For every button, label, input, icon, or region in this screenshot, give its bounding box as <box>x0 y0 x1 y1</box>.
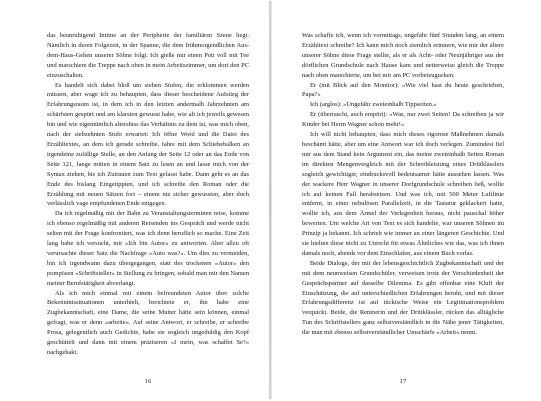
book-spread <box>1 1 540 399</box>
paragraph: Er (überrascht, auch empört): »Was, nur zwei Seiten! Da schreiben ja wir Kinder bei Herrn Wagner schon mehr!« <box>302 111 504 129</box>
paragraph: Da ich regelmäßig mit der Bahn zu Veranstaltungsterminen reise, komme ich ebenso regelmäßig mit anderen Reisenden ins Gespräch und werde nicht selten mit der Frage konfrontiert, was ich denn beruflich so mache. Eine Zeit lang habe ich versucht, mit »Ich bin Autor« zu antworten. Aber allzu oft verursachte dieser Satz die Nachfrage »Auto was?«. Um dies zu vermeiden, bin ich irgendwann dazu übergegangen, statt des trockenen »Autor« den pompösen »Schriftsteller« in Stellung zu bringen, sobald man mir den Namen meiner Berufstätigkeit abverlangt. <box>47 210 249 287</box>
paragraph: Ich (arglos): »Ungefähr zweieinhalb Tippseiten.« <box>310 101 437 109</box>
paragraph: das beunruhigend Intime an der Peripherie der familiären Szene liegt. Nämlich in deren Folgezeit, in der Spanne, die dem frühmorgendlichen Aus-dem-Haus-Gehen unserer Söhne folgt. Ich gieße mir einen Pott voll mit Tee und marschiere die Treppe nach oben in mein Arbeitszimmer, um dort den PC einzuschalten. <box>47 32 249 79</box>
paragraph: Es handelt sich dabei bloß um sieben Stufen, die erklommen werden müssen, aber wage ich zu behaupten, dass dieser bescheidene Aufstieg der Erfahrungsraum ist, in dem ich in den letzten andertnalb Jahrzehnten am schärfsten gespürt und am klarsten gewusst habe, wie alt ich jeweils gewesen bin und wie eigentümlich altersbiss das Verhältnis zu dem ist, was mich oben, nach der siebzehnten Stufe erwartet: Ich öffne Word und die Datei des Erzähltextes, an dem ich gerade schreibe, fahre mit dem Schiebebalken an irgendeine zufällige Stelle, an den Anfang der Seite 12 oder an das Ende von Seite 121, fange mitten in einem Satz zu lesen an und lasse mich von der Syntax ziehen, bis ich Zutrauen zum Text gefasst habe. Dann geht es an das Ende des bislang Eingetippten, und ich schreibe den Roman oder die Erzählung mit neuen Sätzen fort – einem nie sicher gewussten, aber doch verlässlich vage empfundenen Ende entgegen. <box>47 81 249 208</box>
paragraph: Beide Dialoge, der mit der lebensgeschichtlich Zugbekanntschaft und der mit dem neunweisen Grundschüler, verweisen trotz der Verschiedenheit der Gesprächspartner auf dasselbe Dilemma. Es gibt offenbar eine Kluft der Einschätzung, die auf unterschiedlichen Erfahrungen beruht, und mit dieser Erfahrungsdifferenz ist auf tückische Weise ein Legitimationsproblem verquickt. Beide, die Rentnerin und der Drittklässler, rücken das alltägliche Tun des Schriftstellers ganz selbstverständlich in die Nähe jener Tätigkeiten, die man mit ebenso selbstverständlicher Umschärfe »Arbeit« nennt. <box>302 259 504 337</box>
right-page <box>271 1 540 399</box>
right-page-text <box>302 31 504 338</box>
left-page <box>1 1 270 399</box>
page-number: 16 <box>144 378 152 385</box>
paragraph: Ich will nicht behaupten, dass mich dieses rigorose Maßnehmen damals beschämt hätte, aber um eine Antwort war ich doch verlegen. Zumindest fiel mir aus dem Stand kein Argument ein, das meine zweieinhalb Seiten Roman im direkten Mengenvergleich mit der Schreibleistung eines Drittklässlers sogleich gewichtiger, eindrucksvoll bedeutsamer hätte aussehen lassen. Was der wackere Herr Wagner in unserer Dorfgrundschule schreiben ließ, wollte ich auf keinen Fall herabsetzen. Und was ich, mit 500 Meter Luftlinie entfernt, in einer nebulösen Parallelzeit, in die Tastatur geklackert hatte, wollte ich, aus dem Ärmel der Verlegenheit heraus, nicht pauschal höher bewerten. Um welche Art von Text es sich handelte, war unseren Söhnen im Prinzip ja bekannt. Ich schrieb wie immer an einer längeren Geschichte. Und sie hielten diese nicht zu Unrecht für etwas Ähnliches wie das, was ich ihnen damals noch, abends vor dem Einschlafen, aus einem Buch vorlas. <box>302 131 504 257</box>
paragraph: Er (mit Blick auf den Monitor): »Wie viel hast du heute geschrieben, Papa?« <box>302 81 504 99</box>
paragraph: Was schaffe ich, wenn ich vormittags, ungefähr fünf Stunden lang, an einem Erzähltext schreibe? Ich kann mich noch ziemlich erinnern, wie mir der ältere unserer Söhne diese Frage stellte, als er als Acht- oder Neunjähriger aus der dörflichen Grundschule nach Hause kam und netterweise gleich die Treppe nach oben marschierte, um bei mir am PC vorbeizugucken. <box>302 32 504 79</box>
page-number: 17 <box>399 378 407 385</box>
left-page-text <box>47 31 249 358</box>
paragraph: Als ich mich einmal mit einem befreundeten Autor über solche Bekenntnissituationen unterhielt, berichtete er, ihn habe eine Zugbekanntschaft, eine Dame, die seine Mutter hätte sein können, einmal gefragt, was er denn »arbeite«. Auf seine Antwort, er schreibe, er schreibe Prosa, gelegentlich auch Gedichte, habe sie sogleich ungeduldig den Kopf geschüttelt und dann mit einem präziseren »I mein, was schaffet Se?« nachgehakt. <box>47 289 249 356</box>
